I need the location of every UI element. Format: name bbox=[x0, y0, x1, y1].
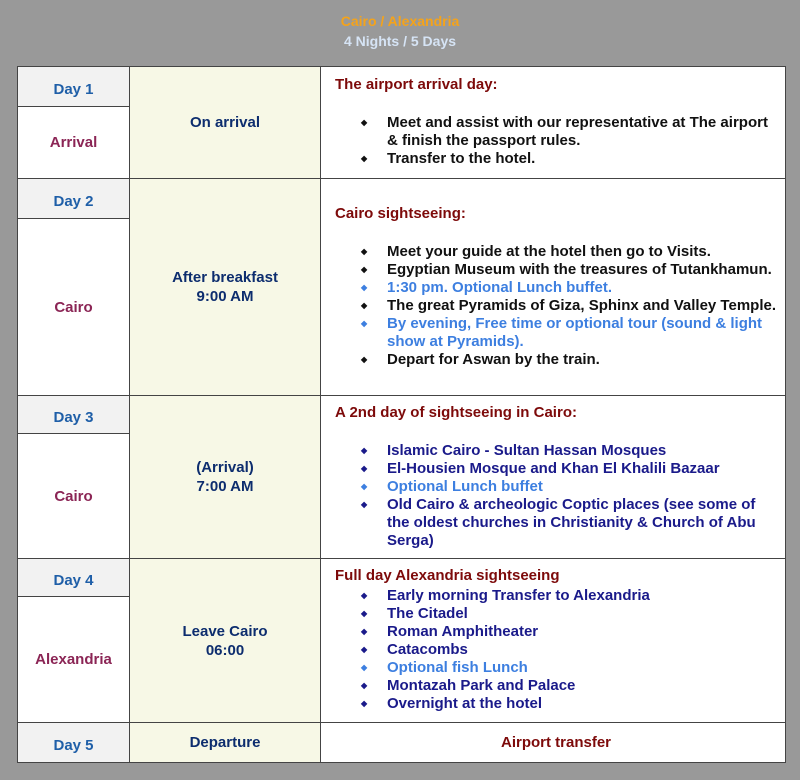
activity-item: ◆ Islamic Cairo - Sultan Hassan Mosques bbox=[387, 442, 777, 460]
day-title: Full day Alexandria sightseeing bbox=[335, 567, 560, 584]
time-line: After breakfast bbox=[172, 269, 278, 286]
page-header bbox=[0, 0, 800, 66]
time-line: On arrival bbox=[189, 114, 261, 131]
optional-activity-item: ◆ By evening, Free time or optional tour (sound & light show at Pyramids). bbox=[387, 315, 777, 351]
activity-item: ◆ Catacombs bbox=[387, 641, 777, 659]
detail-cell bbox=[321, 396, 786, 559]
time-cell bbox=[130, 179, 321, 396]
activity-list bbox=[335, 243, 777, 369]
optional-activity-item: ◆ Optional fish Lunch bbox=[387, 659, 777, 677]
time-line: Departure bbox=[189, 734, 261, 751]
activity-item: ◆ Old Cairo & archeologic Coptic places (see some of the oldest churches in Christianity & Church of Abu Serga) bbox=[387, 496, 777, 550]
time-line: 7:00 AM bbox=[196, 478, 254, 495]
time-cell bbox=[130, 559, 321, 723]
activity-list bbox=[335, 442, 777, 550]
day-title: Cairo sightseeing: bbox=[335, 204, 466, 222]
activity-item: ◆ Transfer to the hotel. bbox=[387, 150, 777, 168]
activity-item: ◆ Meet your guide at the hotel then go to Visits. bbox=[387, 243, 777, 261]
itinerary-table bbox=[17, 66, 786, 763]
activity-item: ◆ Early morning Transfer to Alexandria bbox=[387, 587, 777, 605]
activity-list bbox=[335, 114, 777, 168]
activity-item: ◆ Egyptian Museum with the treasures of Tutankhamun. bbox=[387, 261, 777, 279]
activity-item: ◆ Montazah Park and Palace bbox=[387, 677, 777, 695]
day-label: Day 2 bbox=[18, 179, 130, 219]
detail-cell bbox=[321, 179, 786, 396]
place-label: Alexandria bbox=[18, 597, 130, 723]
detail-cell: Airport transfer bbox=[321, 723, 786, 763]
day-row bbox=[18, 723, 786, 763]
time-line: Leave Cairo bbox=[182, 622, 268, 640]
tour-title: Cairo / Alexandria bbox=[340, 13, 460, 29]
day-row bbox=[18, 559, 786, 597]
activity-item: ◆ El-Housien Mosque and Khan El Khalili Bazaar bbox=[387, 460, 777, 478]
optional-activity-item: ◆ 1:30 pm. Optional Lunch buffet. bbox=[387, 279, 777, 297]
detail-cell bbox=[321, 67, 786, 179]
time-cell bbox=[130, 67, 321, 179]
detail-cell bbox=[321, 559, 786, 723]
time-line: 9:00 AM bbox=[196, 288, 254, 305]
tour-duration: 4 Nights / 5 Days bbox=[343, 33, 457, 49]
activity-item: ◆ Meet and assist with our representative at The airport & finish the passport rules. bbox=[387, 114, 777, 150]
day-title: The airport arrival day: bbox=[335, 76, 498, 93]
activity-list bbox=[335, 587, 777, 713]
activity-item: ◆ Overnight at the hotel bbox=[387, 695, 777, 713]
time-line: 06:00 bbox=[205, 641, 245, 659]
time-cell bbox=[130, 723, 321, 763]
activity-item: ◆ Depart for Aswan by the train. bbox=[387, 351, 777, 369]
place-label: Cairo bbox=[18, 434, 130, 559]
activity-item: ◆ The Citadel bbox=[387, 605, 777, 623]
day-row bbox=[18, 396, 786, 434]
day-label: Day 5 bbox=[18, 723, 130, 763]
place-label: Arrival bbox=[18, 107, 130, 179]
day-label: Day 1 bbox=[18, 67, 130, 107]
day-row bbox=[18, 179, 786, 219]
day-title: A 2nd day of sightseeing in Cairo: bbox=[335, 403, 577, 421]
day-row bbox=[18, 67, 786, 107]
time-line: (Arrival) bbox=[196, 459, 254, 476]
activity-item: ◆ The great Pyramids of Giza, Sphinx and Valley Temple. bbox=[387, 297, 777, 315]
day-label: Day 4 bbox=[18, 559, 130, 597]
optional-activity-item: ◆ Optional Lunch buffet bbox=[387, 478, 777, 496]
place-label: Cairo bbox=[18, 219, 130, 396]
day-label: Day 3 bbox=[18, 396, 130, 434]
time-cell bbox=[130, 396, 321, 559]
activity-item: ◆ Roman Amphitheater bbox=[387, 623, 777, 641]
